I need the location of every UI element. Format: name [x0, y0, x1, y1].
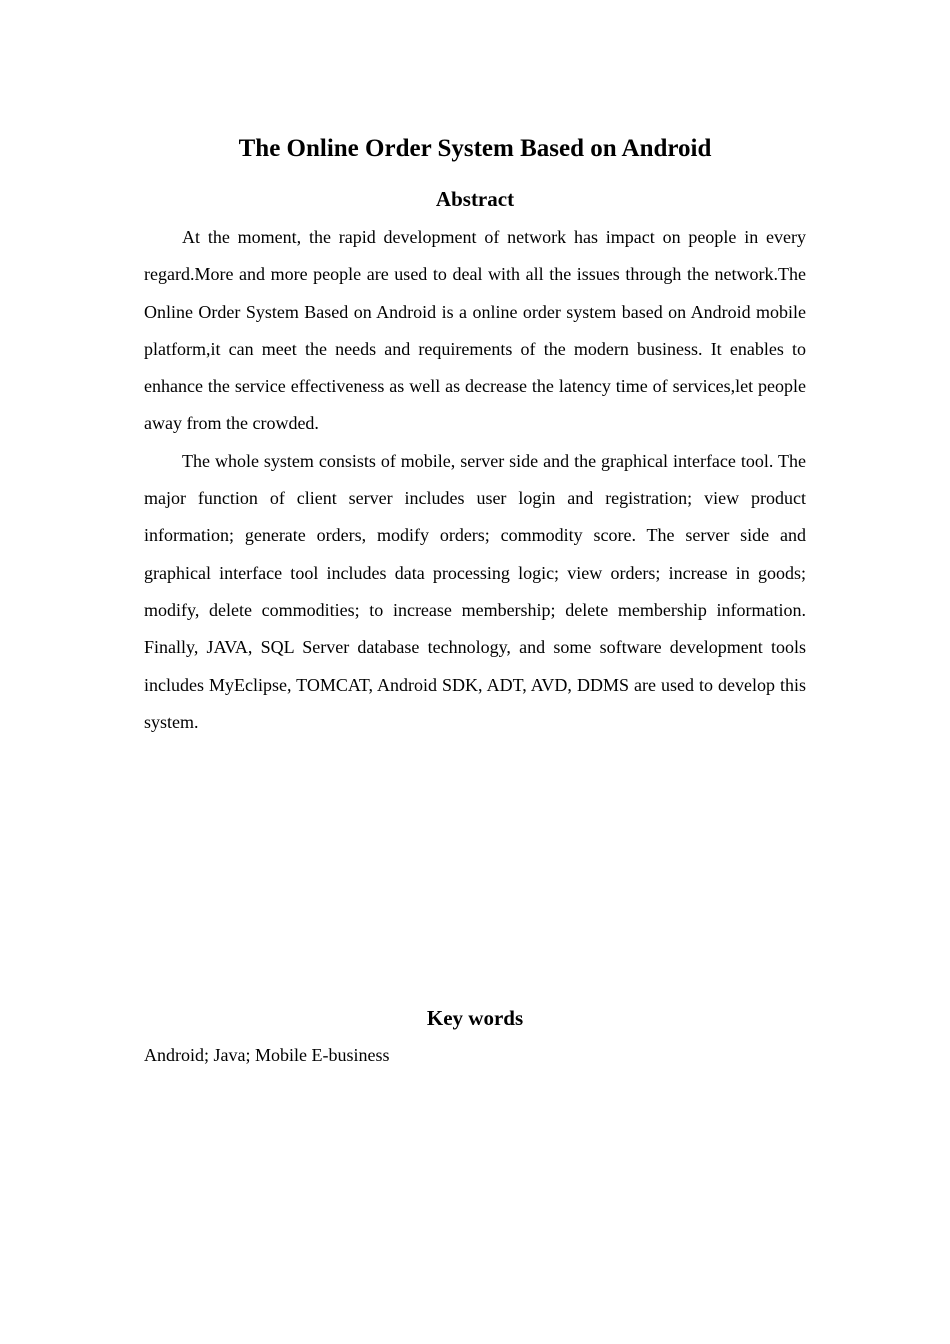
document-title: The Online Order System Based on Android [238, 135, 712, 162]
keywords-heading: Key words [426, 1006, 524, 1030]
abstract-paragraph-2: The whole system consists of mobile, server side and the graphical interface tool. The major function of client server includes user login and registration; view product information; generate orders, modify orders; commodity score. The server side and graphical interface tool includes data processing logic; view orders; increase in goods; modify, delete commodities; to increase membership; delete membership information. Finally, JAVA, SQL Server database technology, and some software development tools includes MyEclipse, TOMCAT, Android SDK, ADT, AVD, DDMS are used to develop this system. [144, 450, 806, 732]
abstract-body [144, 219, 806, 741]
abstract-heading: Abstract [435, 187, 515, 211]
keywords-list: Android; Java; Mobile E-business [144, 1045, 390, 1065]
abstract-paragraph-1: At the moment, the rapid development of network has impact on people in every regard.More and more people are used to deal with all the issues through the network.The Online Order System Based on Android is a online order system based on Android mobile platform,it can meet the needs and requirements of the modern business. It enables to enhance the service effectiveness as well as decrease the latency time of services,let people away from the crowded. [144, 227, 806, 434]
